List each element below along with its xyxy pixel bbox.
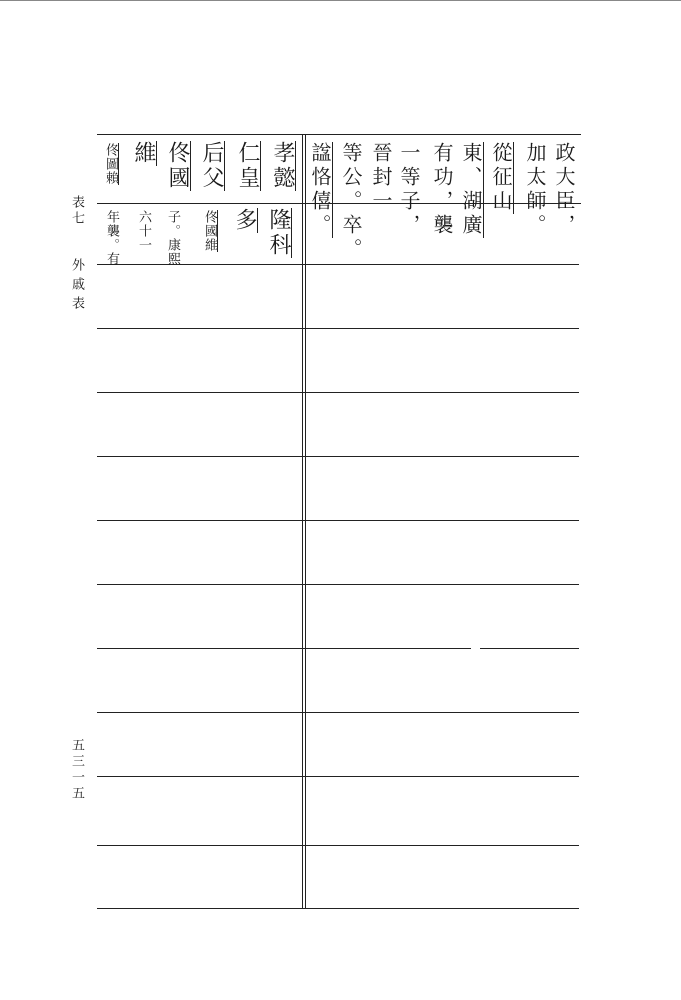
cell-heir-father: 佟國維 (202, 210, 217, 252)
cell-person-name: 佟國 (165, 141, 190, 191)
bio-line-9: 諡恪僖。 (308, 142, 332, 238)
bio-line-3: 從征山 (489, 142, 513, 214)
table-label: 表七 (69, 195, 84, 227)
section-label: 外戚表 (69, 258, 84, 315)
bio-line-2: 加太師。 (523, 142, 547, 238)
bio-line-6: 一等子， (397, 142, 421, 238)
bio-line-7: 晉封一 (369, 142, 393, 214)
bio-line-1: 政大臣， (552, 142, 576, 238)
cell-heir-note-2: 六十一 (136, 210, 151, 252)
cell-heir-name-cont: 多 (232, 208, 257, 233)
page-top-edge (0, 0, 681, 1)
bio-line-4: 東、湖廣 (459, 142, 483, 238)
page-number: 五三一五 (69, 738, 84, 802)
cell-father-name: 佟圖賴 (103, 143, 118, 185)
cell-person-name-cont: 維 (131, 141, 156, 166)
bio-line-5: 有功，襲 (430, 142, 454, 238)
cell-relation: 后父 (199, 141, 224, 191)
cell-consort: 孝懿 (270, 141, 295, 191)
cell-heir-note-1: 子。康熙 (165, 210, 180, 266)
cell-heir-note-3: 年襲。有 (104, 210, 119, 266)
cell-heir-name: 隆科 (266, 208, 291, 258)
cell-consort-title: 仁皇 (235, 141, 260, 191)
bio-line-8: 等公。卒。 (339, 142, 363, 262)
